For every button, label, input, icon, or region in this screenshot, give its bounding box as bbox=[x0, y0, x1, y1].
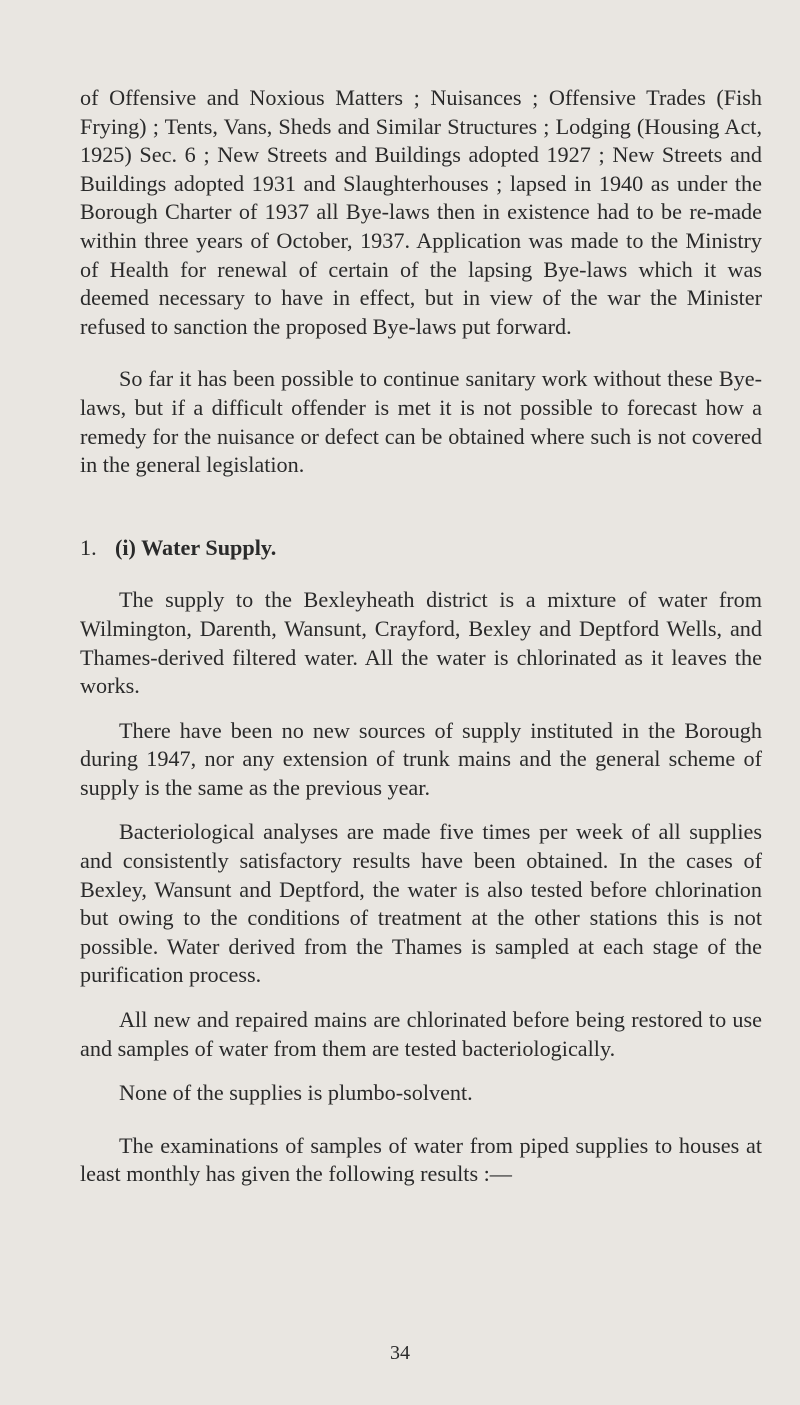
paragraph-examinations: The examinations of samples of water from piped supplies to houses at least monthly has given the following results :— bbox=[80, 1132, 762, 1187]
paragraph-supply-sources: The supply to the Bexleyheath district is a mixture of water from Wilmington, Darenth, Wansunt, Crayford, Bexley and Deptford Wells, and Thames-derived filtered water. All the water is chlorinated as it leaves the works. bbox=[80, 587, 762, 699]
page-number: 34 bbox=[390, 1342, 410, 1364]
section-heading bbox=[80, 534, 762, 563]
paragraph-no-new-sources: There have been no new sources of supply instituted in the Borough during 1947, nor any extension of trunk mains and the general scheme of supply is the same as the previous year. bbox=[80, 717, 762, 800]
section-title: (i) Water Supply. bbox=[115, 534, 277, 560]
paragraph-plumbo-solvent: None of the supplies is plumbo-solvent. bbox=[119, 1080, 473, 1106]
paragraph-sanitary-work: So far it has been possible to continue sanitary work without these Bye-laws, but if a difficult offender is met it is not possible to forecast how a remedy for the nuisance or defect can be obtained where such is not covered in the general legislation. bbox=[80, 366, 762, 478]
section-number: 1. bbox=[80, 534, 97, 560]
paragraph-bacteriological-analyses: Bacteriological analyses are made five times per week of all supplies and consistently satisfactory results have been obtained. In the cases of Bexley, Wansunt and Deptford, the water is also tested before chlorination but owing to the conditions of treatment at the other stations this is not possible. Water derived from the Thames is sampled at each stage of the purification process. bbox=[80, 819, 762, 988]
paragraph-mains-chlorinated: All new and repaired mains are chlorinated before being restored to use and samples of water from them are tested bacteriologically. bbox=[80, 1007, 762, 1061]
paragraph-bye-laws-continued: of Offensive and Noxious Matters ; Nuisances ; Offensive Trades (Fish Frying) ; Tents, Vans, Sheds and Similar Structures ; Lodging (Housing Act, 1925) Sec. 6 ; New Streets and Buildings adopted 1927 ; New Streets and Buildings adopted 1931 and Slaughterhouses ; lapsed in 1940 as under the Borough Charter of 1937 all Bye-laws then in existence had to be re-made within three years of October, 1937. Application was made to the Ministry of Health for renewal of certain of the lapsing Bye-laws which it was deemed necessary to have in effect, but in view of the war the Minister refused to sanction the proposed Bye-laws put forward. bbox=[80, 85, 762, 339]
